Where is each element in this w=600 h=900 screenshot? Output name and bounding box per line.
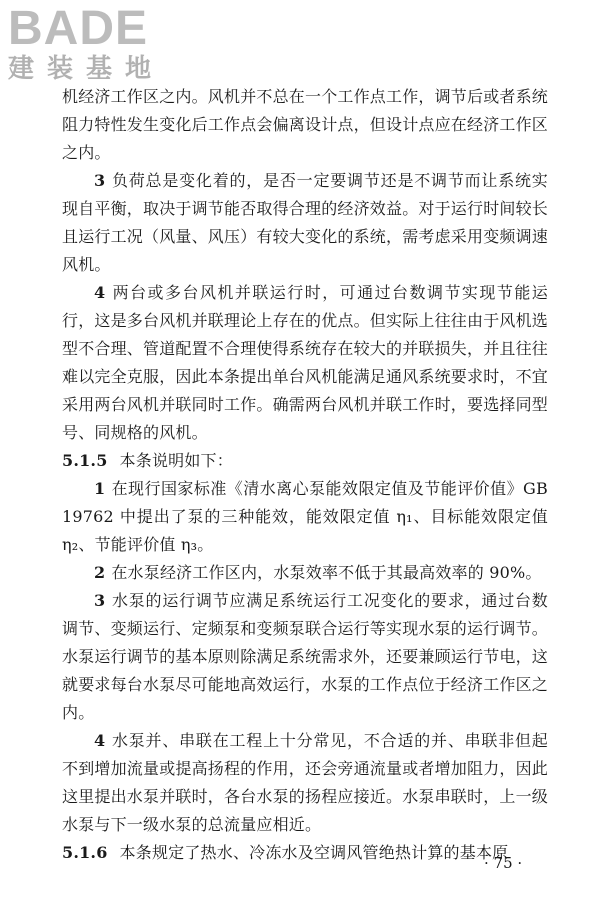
paragraph-item [62, 167, 548, 279]
page-body [62, 83, 548, 867]
paragraph-text: 水泵的运行调节应满足系统运行工况变化的要求，通过台数调节、变频运行、定频泵和变频泵联合运行等实现水泵的运行调节。水泵运行调节的基本原则除满足系统需求外，还要兼顾运行节电，这就要求每台水泵尽可能地高效运行，水泵的工作点位于经济工作区之内。 [62, 591, 549, 722]
paragraph-text: 负荷总是变化着的，是否一定要调节还是不调节而让系统实现自平衡，取决于调节能否取得合理的经济效益。对于运行时间较长且运行工况（风量、风压）有较大变化的系统，需考虑采用变频调速风机。 [62, 171, 549, 274]
paragraph-item [62, 279, 548, 447]
section-number: 5.1.5 [62, 451, 108, 470]
watermark-logo [8, 4, 183, 86]
paragraph-item [62, 587, 548, 727]
item-number: 4 [94, 283, 106, 302]
paragraph-item [62, 559, 548, 587]
section-heading-515 [62, 447, 548, 475]
item-number: 1 [94, 479, 106, 498]
paragraph-item [62, 475, 548, 559]
section-number: 5.1.6 [62, 843, 108, 862]
item-number: 2 [94, 563, 106, 582]
item-number: 4 [94, 731, 106, 750]
paragraph-item [62, 727, 548, 839]
logo-text-cn: 建装基地 [8, 54, 165, 84]
section-title: 本条说明如下： [119, 451, 233, 470]
page-number: · 75 · [484, 854, 523, 872]
item-number: 3 [94, 591, 106, 610]
paragraph-text: 机经济工作区之内。风机并不总在一个工作点工作，调节后或者系统阻力特性发生变化后工作点会偏离设计点，但设计点应在经济工作区之内。 [62, 87, 549, 162]
paragraph-text: 水泵并、串联在工程上十分常见，不合适的并、串联非但起不到增加流量或提高扬程的作用，还会旁通流量或者增加阻力，因此这里提出水泵并联时，各台水泵的扬程应接近。水泵串联时，上一级水泵与下一级水泵的总流量应相近。 [62, 731, 549, 834]
logo-text-en: BADE [8, 2, 149, 55]
paragraph-text: 两台或多台风机并联运行时，可通过台数调节实现节能运行，这是多台风机并联理论上存在的优点。但实际上往往由于风机选型不合理、管道配置不合理使得系统存在较大的并联损失，并且往往难以完全克服，因此本条提出单台风机能满足通风系统要求时，不宜采用两台风机并联同时工作。确需两台风机并联工作时，要选择同型号、同规格的风机。 [62, 283, 549, 442]
paragraph-continued [62, 83, 548, 167]
item-number: 3 [94, 171, 106, 190]
paragraph-text: 在水泵经济工作区内，水泵效率不低于其最高效率的 90%。 [111, 563, 542, 582]
section-heading-516 [62, 839, 548, 867]
paragraph-text: 在现行国家标准《清水离心泵能效限定值及节能评价值》GB 19762 中提出了泵的三种能效，能效限定值 η₁、目标能效限定值 η₂、节能评价值 η₃。 [62, 479, 548, 554]
paragraph-text: 本条规定了热水、冷冻水及空调风管绝热计算的基本原 [119, 843, 509, 862]
